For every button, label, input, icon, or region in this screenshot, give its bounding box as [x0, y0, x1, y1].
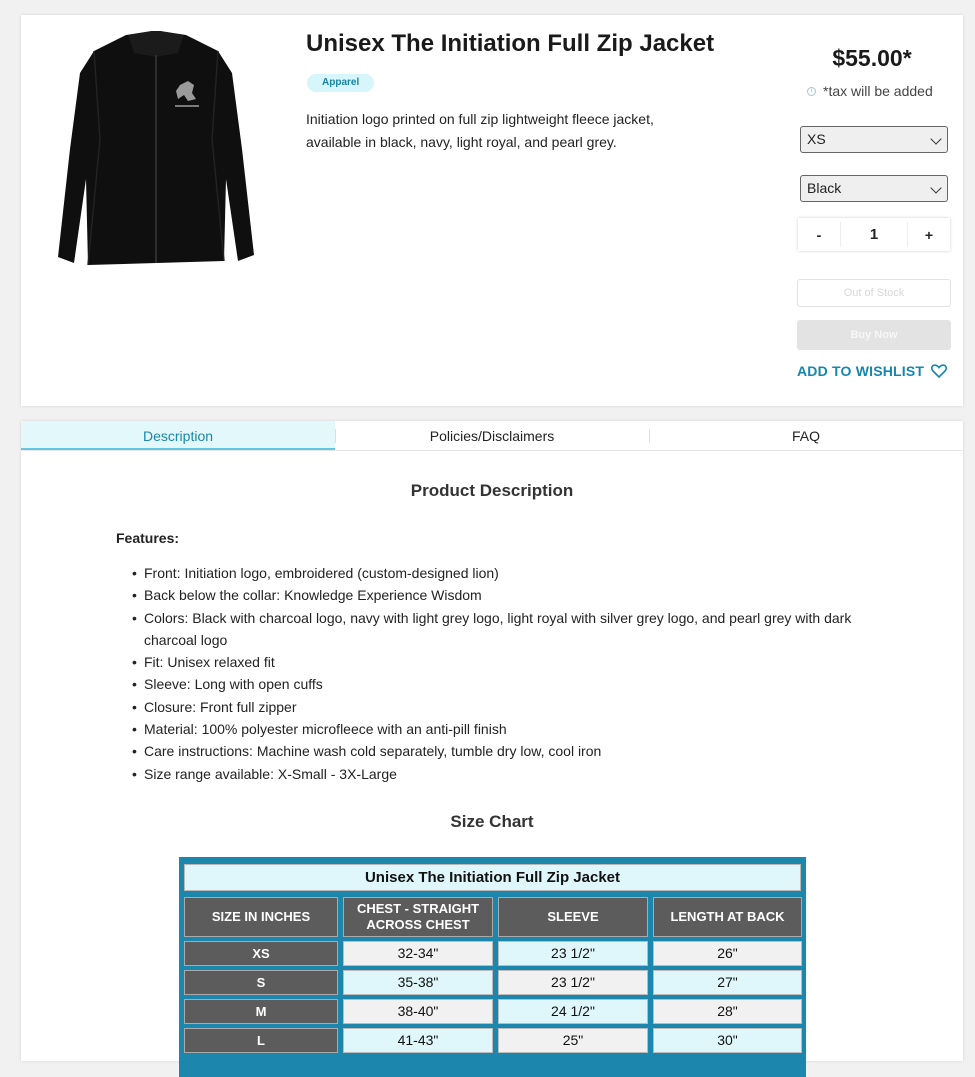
table-cell: 25" — [498, 1028, 648, 1053]
add-to-wishlist-link[interactable] — [797, 363, 947, 379]
tax-note-text: *tax will be added — [823, 83, 933, 99]
list-item: • Fit: Unisex relaxed fit — [132, 651, 862, 673]
tab-faq[interactable]: FAQ — [649, 421, 963, 450]
list-item: • Colors: Black with charcoal logo, navy with light grey logo, light royal with silver grey logo, and pearl grey with dark charcoal logo — [132, 607, 862, 652]
table-cell: 27" — [653, 970, 802, 995]
tab-description[interactable]: Description — [21, 421, 335, 450]
product-card — [21, 15, 963, 406]
quantity-decrease-button[interactable]: - — [816, 226, 822, 243]
wishlist-label: ADD TO WISHLIST — [797, 363, 925, 379]
table-header: SLEEVE — [498, 897, 648, 937]
size-chart-heading: Size Chart — [450, 812, 534, 831]
table-row-label: M — [184, 999, 338, 1024]
buy-now-button[interactable]: Buy Now — [797, 320, 951, 350]
product-price: $55.00* — [832, 45, 912, 71]
table-cell: 24 1/2" — [498, 999, 648, 1024]
table-row-label: XS — [184, 941, 338, 966]
size-select[interactable] — [800, 126, 948, 153]
chevron-down-icon — [930, 182, 941, 193]
product-image[interactable] — [56, 29, 256, 269]
heart-icon — [931, 364, 947, 378]
table-cell: 30" — [653, 1028, 802, 1053]
tax-note — [807, 83, 933, 99]
list-item: • Size range available: X-Small - 3X-Large — [132, 763, 862, 785]
product-description: Initiation logo printed on full zip lightweight fleece jacket, available in black, navy, light royal, and pearl grey. — [306, 111, 654, 150]
table-cell: 23 1/2" — [498, 941, 648, 966]
list-item: • Closure: Front full zipper — [132, 696, 862, 718]
chevron-down-icon — [930, 133, 941, 144]
size-chart-table — [179, 857, 806, 1077]
features-label: Features: — [116, 530, 180, 546]
product-description-heading: Product Description — [410, 481, 574, 500]
table-cell: 26" — [653, 941, 802, 966]
table-header: SIZE IN INCHES — [184, 897, 338, 937]
table-header: CHEST - STRAIGHT ACROSS CHEST — [343, 897, 493, 937]
table-cell: 35-38" — [343, 970, 493, 995]
list-item: • Back below the collar: Knowledge Experience Wisdom — [132, 584, 862, 606]
list-item: • Material: 100% polyester microfleece with an anti-pill finish — [132, 718, 862, 740]
product-details-card — [21, 421, 963, 1061]
quantity-stepper — [798, 218, 950, 251]
list-item: • Sleeve: Long with open cuffs — [132, 673, 862, 695]
size-chart-title: Unisex The Initiation Full Zip Jacket — [184, 864, 801, 891]
list-item: • Care instructions: Machine wash cold separately, tumble dry low, cool iron — [132, 740, 862, 762]
table-cell: 38-40" — [343, 999, 493, 1024]
table-cell: 23 1/2" — [498, 970, 648, 995]
size-chart-grid — [184, 897, 801, 1053]
out-of-stock-button[interactable]: Out of Stock — [797, 279, 951, 307]
table-header: LENGTH AT BACK — [653, 897, 802, 937]
features-list — [132, 562, 862, 785]
table-row-label: L — [184, 1028, 338, 1053]
size-select-value: XS — [807, 131, 826, 147]
quantity-increase-button[interactable]: + — [924, 226, 934, 243]
color-select[interactable] — [800, 175, 948, 202]
info-icon: i — [807, 87, 816, 96]
category-badge[interactable]: Apparel — [307, 74, 374, 92]
table-cell: 28" — [653, 999, 802, 1024]
table-cell: 41-43" — [343, 1028, 493, 1053]
list-item: • Front: Initiation logo, embroidered (custom-designed lion) — [132, 562, 862, 584]
tab-bar — [21, 421, 963, 451]
product-title: Unisex The Initiation Full Zip Jacket — [306, 30, 715, 57]
quantity-input[interactable]: 1 — [840, 222, 908, 247]
table-row-label: S — [184, 970, 338, 995]
tab-policies-disclaimers[interactable]: Policies/Disclaimers — [335, 421, 649, 450]
color-select-value: Black — [807, 180, 842, 196]
table-cell: 32-34" — [343, 941, 493, 966]
